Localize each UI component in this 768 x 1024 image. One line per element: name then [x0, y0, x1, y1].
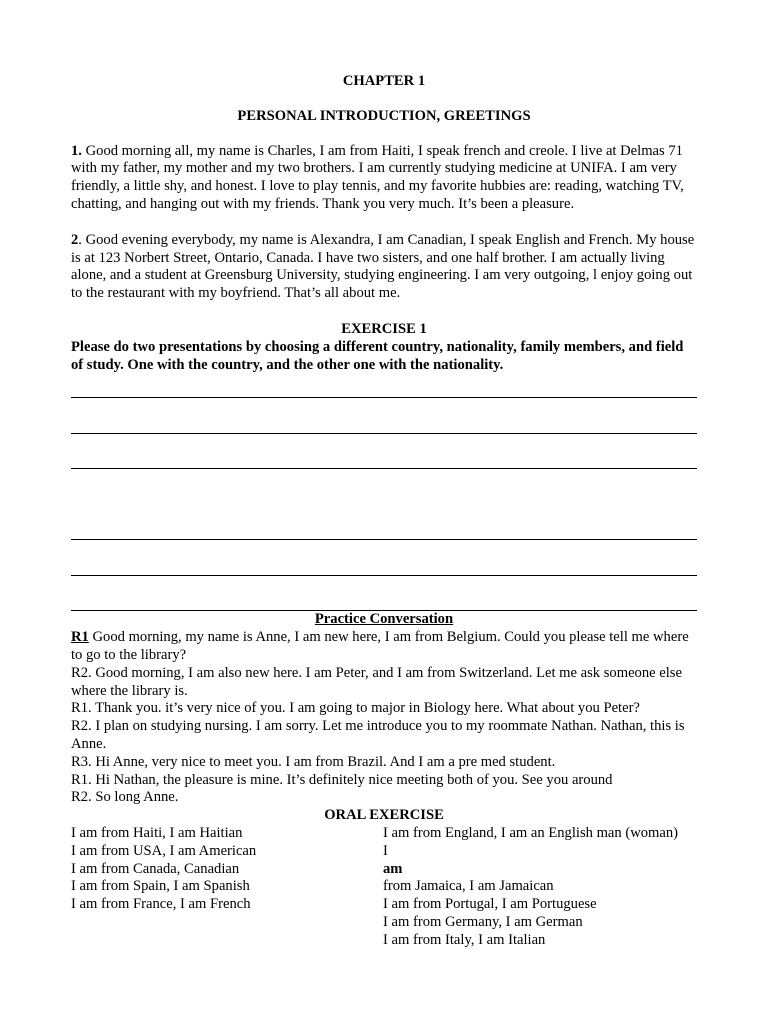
oral-exercise-title: ORAL EXERCISE	[324, 807, 444, 824]
paragraph-number: 2	[71, 231, 79, 248]
introduction-paragraph-2	[71, 232, 697, 303]
conversation-line: R1. Thank you. it’s very nice of you. I am going to major in Biology here. What about you Peter?	[71, 700, 640, 717]
oral-item: I am from Italy, I am Italian	[383, 931, 546, 948]
chapter-heading: CHAPTER 1	[342, 73, 426, 89]
answer-line[interactable]	[71, 468, 697, 469]
oral-item: I am from Spain, I am Spanish	[71, 878, 250, 895]
oral-item: I am from England, I am an English man (woman)	[383, 824, 679, 841]
oral-right-column	[383, 825, 697, 950]
section-title: PERSONAL INTRODUCTION, GREETINGS	[237, 107, 531, 124]
practice-conversation-title: Practice Conversation	[314, 611, 454, 628]
oral-left-column	[71, 825, 383, 950]
oral-exercise-list	[71, 825, 697, 950]
oral-item: I am from France, I am French	[71, 896, 251, 913]
conversation-line: R3. Hi Anne, very nice to meet you. I am from Brazil. And I am a pre med student.	[71, 753, 556, 770]
oral-text: I	[383, 842, 388, 859]
oral-item: I am from Canada, Canadian	[71, 860, 240, 877]
document-page	[71, 73, 697, 950]
answer-line[interactable]	[71, 575, 697, 576]
answer-line[interactable]	[71, 539, 697, 540]
answer-line[interactable]	[71, 397, 697, 398]
conversation-line: R1. Hi Nathan, the pleasure is mine. It’s definitely nice meeting both of you. See you around	[71, 771, 613, 788]
oral-item	[383, 843, 697, 896]
conversation-line: R2. Good morning, I am also new here. I am Peter, and I am from Switzerland. Let me ask someone else where the library is.	[71, 664, 682, 699]
conversation	[71, 629, 697, 807]
conversation-line	[71, 629, 697, 665]
answer-lines	[71, 374, 697, 600]
paragraph-text: . Good evening everybody, my name is Alexandra, I am Canadian, I speak English and French. My house is at 123 Norbert Street, Ontario, Canada. I have two sisters, and one half brother. I am actually living alone, and a student at Greensburg University, studying engineering. I am very outgoing, l enjoy going out to the restaurant with my boyfriend. That’s all about me.	[71, 231, 695, 302]
exercise-instructions: Please do two presentations by choosing a different country, nationality, family members, and field of study. One with the country, and the other one with the nationality.	[71, 338, 684, 373]
oral-item: I am from Germany, I am German	[383, 913, 583, 930]
oral-bold-text: am	[383, 860, 403, 877]
oral-item: I am from USA, I am American	[71, 842, 257, 859]
conversation-line: R2. I plan on studying nursing. I am sorry. Let me introduce you to my roommate Nathan. Nathan, this is Anne.	[71, 718, 685, 752]
paragraph-text: Good morning all, my name is Charles, I am from Haiti, I speak french and creole. I live at Delmas 71 with my father, my mother and my two brothers. I am currently studying medicine at UNIFA. I am very friendly, a little shy, and honest. I love to play tennis, and my favorite hubbies are: reading, watching TV, chatting, and hanging out with my friends. Thank you very much. It’s been a pleasure.	[71, 142, 684, 212]
oral-text: from Jamaica, I am Jamaican	[383, 878, 554, 895]
conversation-text: Good morning, my name is Anne, I am new here, I am from Belgium. Could you please tell me where to go to the library?	[71, 629, 689, 663]
oral-item: I am from Portugal, I am Portuguese	[383, 896, 597, 913]
exercise-title: EXERCISE 1	[341, 320, 427, 337]
paragraph-number: 1.	[71, 142, 82, 159]
answer-line[interactable]	[71, 610, 697, 611]
introduction-paragraph-1	[71, 143, 697, 214]
answer-line[interactable]	[71, 433, 697, 434]
oral-item: I am from Haiti, I am Haitian	[71, 824, 243, 841]
conversation-line: R2. So long Anne.	[71, 789, 179, 806]
speaker-label: R1	[71, 629, 89, 646]
